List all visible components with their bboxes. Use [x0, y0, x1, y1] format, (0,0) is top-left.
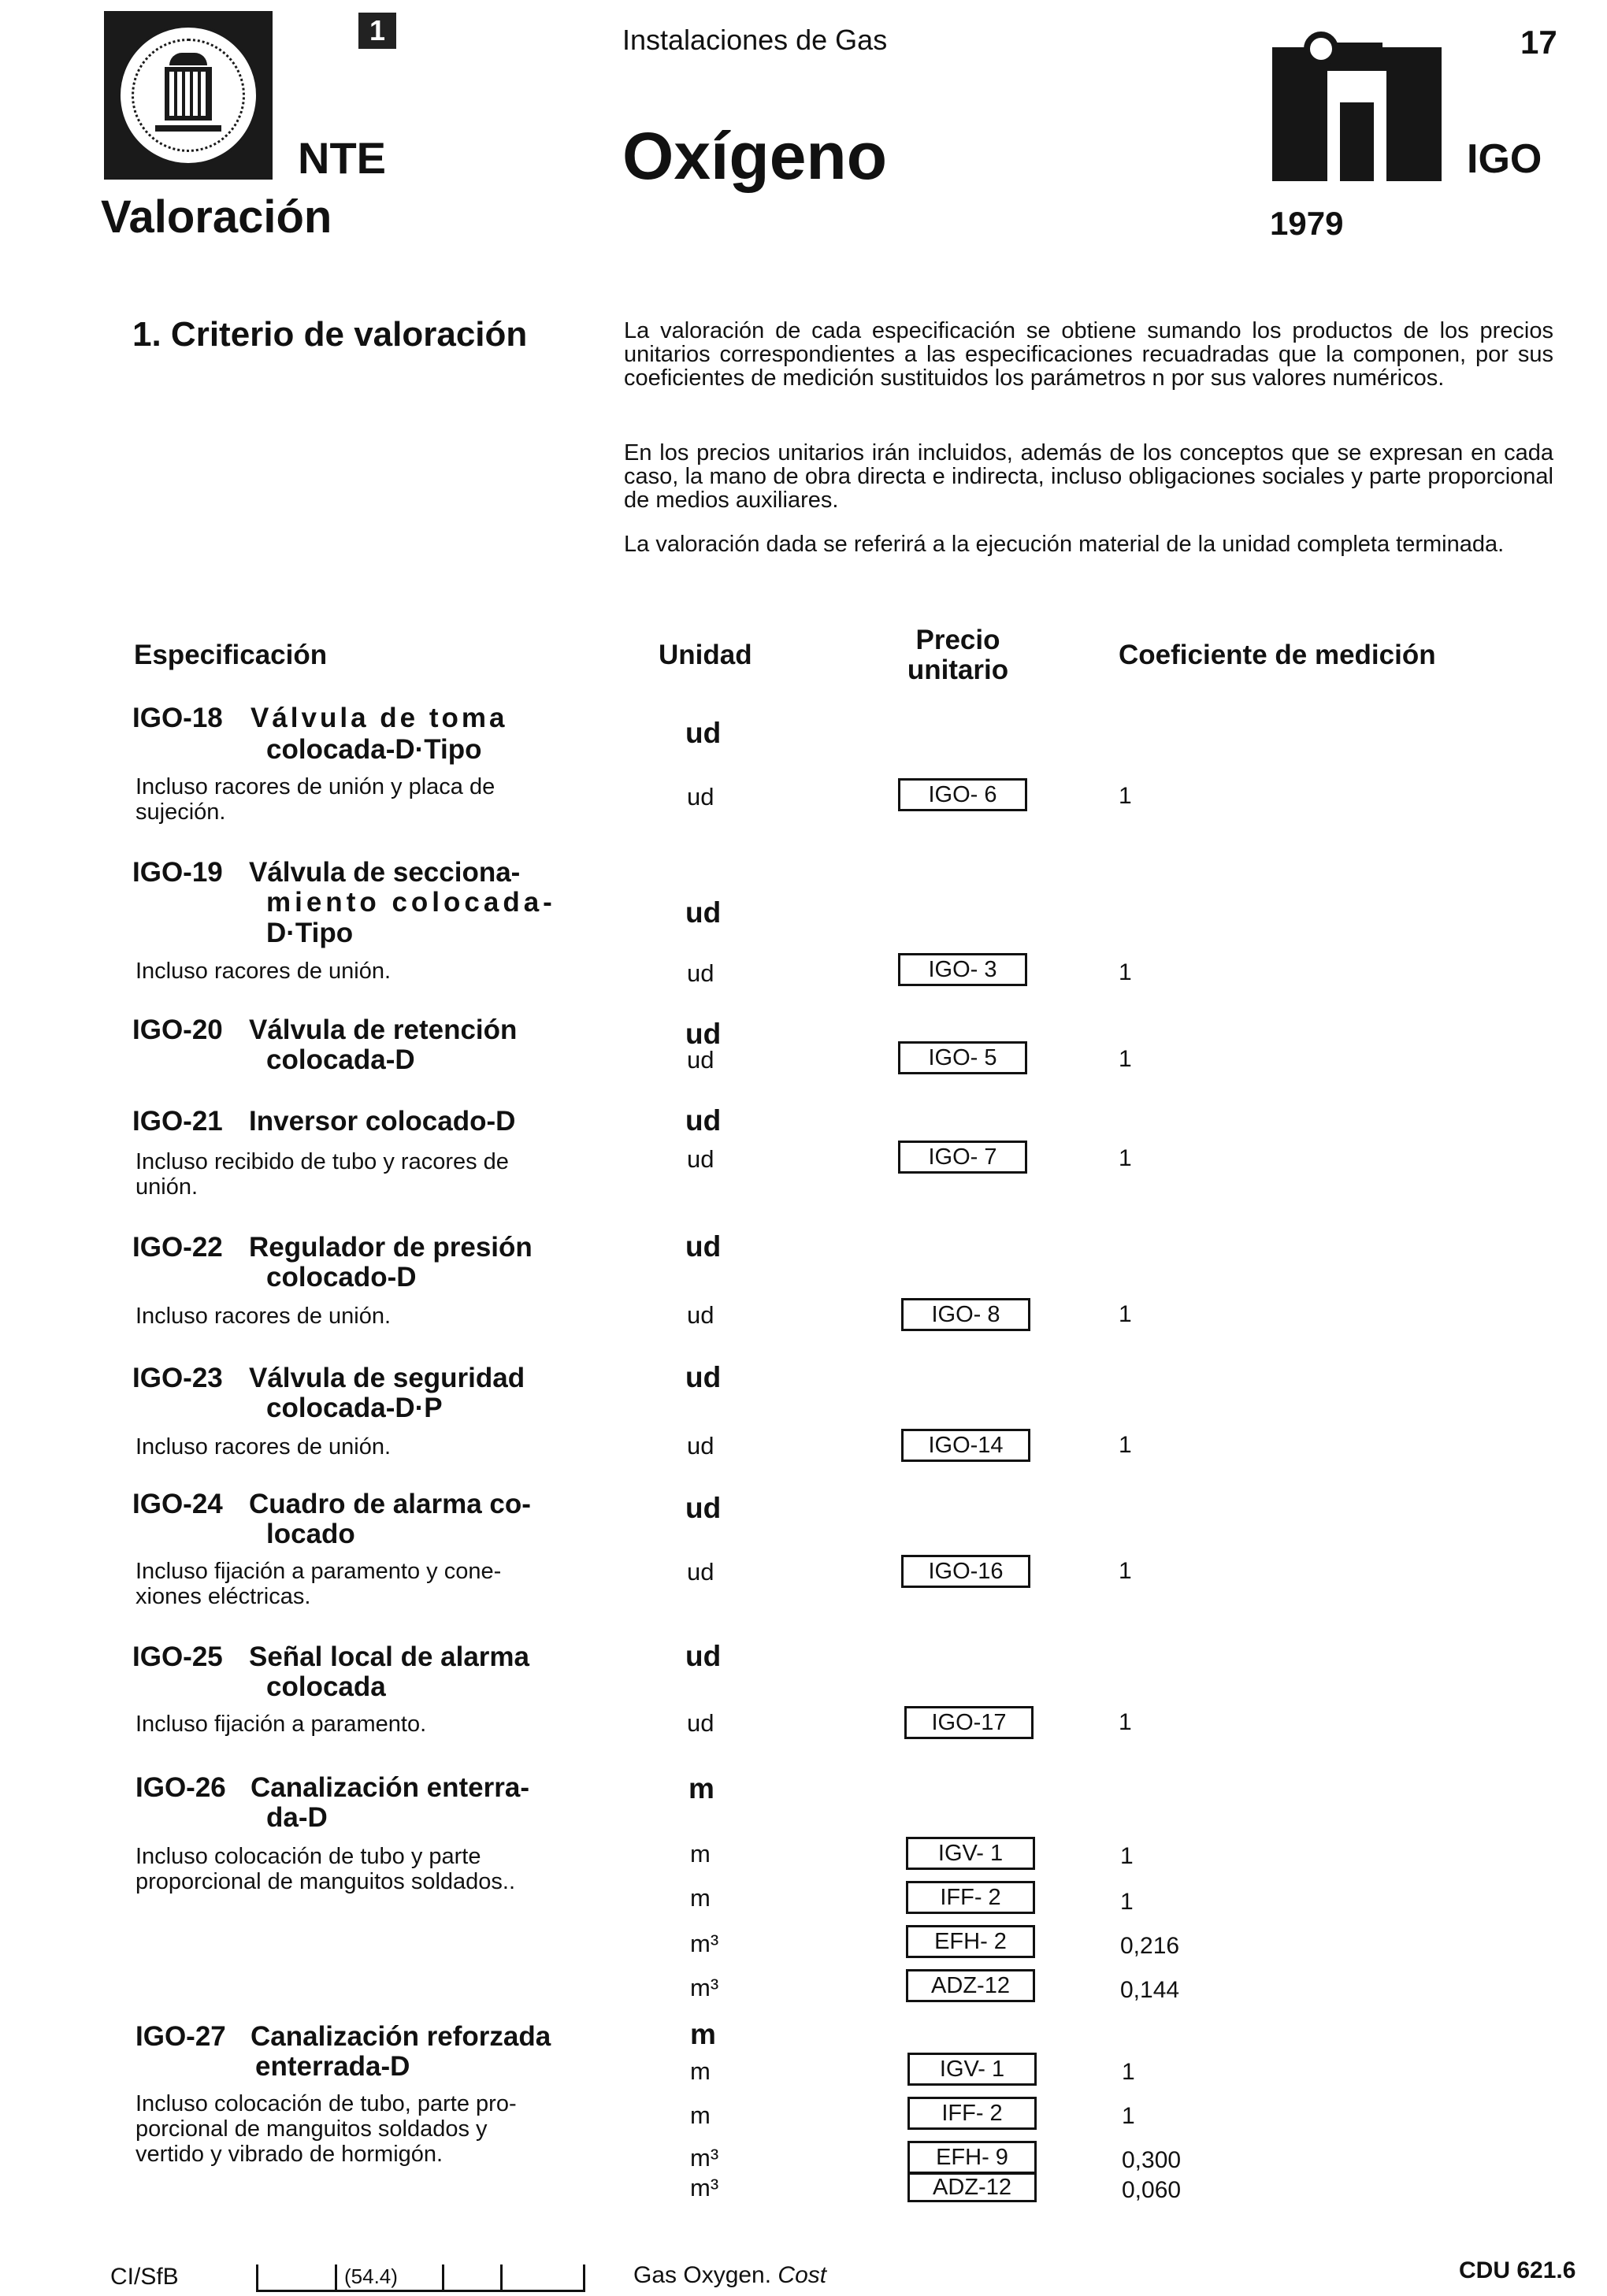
- coefficient: 1: [1119, 1301, 1132, 1327]
- item-unit: ud: [685, 1492, 722, 1524]
- price-box: ADZ-12: [907, 2172, 1037, 2202]
- oxygen-cylinder-logo: [1272, 32, 1442, 181]
- norm-code: IGO: [1467, 136, 1542, 182]
- sheet-number: 17: [1520, 24, 1557, 61]
- item-code: IGO-26: [135, 1772, 226, 1803]
- item-name: Señal local de alarma: [249, 1641, 530, 1672]
- price-box: IGO-16: [901, 1555, 1030, 1588]
- cylinder-valve-icon: [1304, 32, 1338, 66]
- item-description: proporcional de manguitos soldados..: [135, 1869, 516, 1894]
- criteria-title: 1. Criterio de valoración: [132, 315, 528, 354]
- item-unit: m: [688, 1772, 714, 1805]
- series-title: Instalaciones de Gas: [622, 24, 888, 56]
- item-name: da-D: [266, 1802, 328, 1833]
- coefficient: 1: [1119, 959, 1132, 985]
- item-description: Incluso recibido de tubo y racores de: [135, 1149, 509, 1174]
- item-unit: ud: [685, 1018, 722, 1050]
- english-caption: Gas Oxygen. Cost: [633, 2262, 827, 2288]
- item-code: IGO-18: [132, 703, 223, 733]
- criteria-paragraph-1: La valoración de cada especificación se obtiene sumando los productos de los precios unitarios correspondientes a las especificaciones recuadradas que la componen, por sus coeficientes de medición sustituidos los parámetros n por sus valores numéricos.: [624, 318, 1553, 391]
- item-code: IGO-27: [135, 2021, 226, 2052]
- item-unit: ud: [685, 1104, 722, 1137]
- criteria-paragraph-3: La valoración dada se referirá a la ejecución material de la unidad completa terminada.: [624, 532, 1505, 557]
- year: 1979: [1270, 205, 1344, 242]
- item-name: colocada-D·Tipo: [266, 734, 482, 765]
- row-unit: ud: [687, 1145, 714, 1173]
- row-unit: m: [690, 1840, 711, 1868]
- item-unit: ud: [685, 1640, 722, 1672]
- price-box: IFF- 2: [907, 2097, 1037, 2130]
- item-description: Incluso racores de unión.: [135, 1434, 392, 1460]
- item-name: Válvula de retención: [249, 1014, 518, 1045]
- row-unit: ud: [687, 959, 714, 987]
- item-description: sujeción.: [135, 799, 226, 825]
- coefficient: 1: [1122, 2103, 1135, 2129]
- coefficient: 1: [1120, 1889, 1134, 1915]
- coefficient: 1: [1119, 1432, 1132, 1458]
- item-description: Incluso racores de unión.: [135, 959, 392, 984]
- item-description: xiones eléctricas.: [135, 1584, 311, 1609]
- item-name: colocada-D·P: [266, 1393, 443, 1423]
- coefficient: 1: [1119, 1046, 1132, 1072]
- item-name: locado: [266, 1519, 355, 1549]
- row-unit: m³: [690, 1974, 719, 2001]
- nte-seal-logo: [104, 11, 273, 180]
- item-description: Incluso fijación a paramento.: [135, 1712, 427, 1737]
- price-box: IGO- 7: [898, 1141, 1027, 1174]
- coefficient: 1: [1122, 2059, 1135, 2085]
- item-name: Válvula de toma: [251, 703, 508, 733]
- coefficient: 1: [1119, 783, 1132, 809]
- item-name: colocado-D: [266, 1262, 417, 1293]
- row-unit: m: [690, 2101, 711, 2129]
- item-code: IGO-24: [132, 1489, 223, 1519]
- item-name: Canalización enterra-: [251, 1772, 529, 1803]
- item-name: Válvula de secciona-: [249, 857, 521, 888]
- coefficient: 0,216: [1120, 1933, 1180, 1959]
- header-unit: Unidad: [659, 640, 752, 670]
- coefficient: 0,300: [1122, 2147, 1182, 2173]
- row-unit: ud: [687, 783, 714, 810]
- price-box: IGV- 1: [907, 2053, 1037, 2086]
- item-name: miento colocada-: [266, 887, 556, 918]
- price-box: IGV- 1: [906, 1837, 1035, 1870]
- price-box: IFF- 2: [906, 1881, 1035, 1914]
- row-unit: ud: [687, 1709, 714, 1737]
- item-code: IGO-23: [132, 1363, 223, 1393]
- item-description: Incluso colocación de tubo y parte: [135, 1844, 481, 1869]
- item-unit: ud: [685, 1361, 722, 1393]
- coefficient: 1: [1120, 1843, 1134, 1869]
- price-box: IGO- 6: [898, 778, 1027, 811]
- item-description: Incluso racores de unión.: [135, 1304, 392, 1329]
- header-specification: Especificación: [134, 640, 328, 670]
- item-description: Incluso colocación de tubo, parte pro-: [135, 2091, 517, 2116]
- item-description: Incluso racores de unión y placa de: [135, 774, 495, 799]
- row-unit: m: [690, 1884, 711, 1912]
- header-unit-price: Precio unitario: [907, 625, 1009, 685]
- item-name: D·Tipo: [266, 918, 354, 948]
- item-unit: ud: [685, 1230, 722, 1263]
- item-description: Incluso fijación a paramento y cone-: [135, 1559, 502, 1584]
- item-code: IGO-25: [132, 1641, 223, 1672]
- nte-label: NTE: [298, 133, 386, 183]
- item-description: vertido y vibrado de hormigón.: [135, 2142, 444, 2167]
- item-code: IGO-19: [132, 857, 223, 888]
- price-box: IGO-14: [901, 1429, 1030, 1462]
- row-unit: ud: [687, 1301, 714, 1329]
- item-description: unión.: [135, 1174, 199, 1200]
- header-coefficient: Coeficiente de medición: [1119, 640, 1436, 670]
- row-unit: ud: [687, 1558, 714, 1586]
- item-description: porcional de manguitos soldados y: [135, 2116, 488, 2142]
- page-title: Oxígeno: [622, 119, 888, 193]
- item-name: Regulador de presión: [249, 1232, 533, 1263]
- price-box: EFH- 2: [906, 1925, 1035, 1958]
- castle-icon: [165, 67, 212, 121]
- coefficient: 1: [1119, 1145, 1132, 1171]
- price-box: ADZ-12: [906, 1969, 1035, 2002]
- row-unit: m: [690, 2057, 711, 2085]
- row-unit: ud: [687, 1432, 714, 1460]
- item-name: Cuadro de alarma co-: [249, 1489, 531, 1519]
- item-unit: m: [690, 2018, 716, 2050]
- coefficient: 1: [1119, 1558, 1132, 1584]
- item-name: colocada: [266, 1671, 386, 1702]
- price-box: IGO- 8: [901, 1298, 1030, 1331]
- row-unit: m³: [690, 2174, 719, 2201]
- price-box: IGO-17: [904, 1706, 1034, 1739]
- section-title: Valoración: [101, 191, 332, 243]
- item-name: colocada-D: [266, 1044, 415, 1075]
- item-unit: ud: [685, 896, 722, 929]
- row-unit: m³: [690, 1930, 719, 1957]
- item-name: Canalización reforzada: [251, 2021, 551, 2052]
- item-unit: ud: [685, 717, 722, 749]
- price-box: IGO- 5: [898, 1041, 1027, 1074]
- cisfb-classification-box: [256, 2264, 585, 2292]
- row-unit: ud: [687, 1046, 714, 1074]
- coefficient: 0,144: [1120, 1977, 1180, 2003]
- cisfb-label: CI/SfB: [110, 2264, 179, 2290]
- coefficient: 1: [1119, 1709, 1132, 1735]
- price-box: EFH- 9: [907, 2141, 1037, 2174]
- item-name: enterrada-D: [255, 2051, 410, 2082]
- coefficient: 0,060: [1122, 2177, 1182, 2203]
- item-name: Inversor colocado-D: [249, 1106, 516, 1137]
- item-name: Válvula de seguridad: [249, 1363, 525, 1393]
- section-badge: 1: [358, 13, 396, 49]
- row-unit: m³: [690, 2144, 719, 2172]
- cisfb-code: (54.4): [344, 2264, 398, 2288]
- item-code: IGO-22: [132, 1232, 223, 1263]
- price-box: IGO- 3: [898, 953, 1027, 986]
- item-code: IGO-20: [132, 1014, 223, 1045]
- item-code: IGO-21: [132, 1106, 223, 1137]
- criteria-paragraph-2: En los precios unitarios irán incluidos, además de los conceptos que se expresan en cada caso, la mano de obra directa e indirecta, incluso obligaciones sociales y parte proporcional de medios auxiliares.: [624, 440, 1553, 513]
- cdu-code: CDU 621.6: [1459, 2257, 1576, 2283]
